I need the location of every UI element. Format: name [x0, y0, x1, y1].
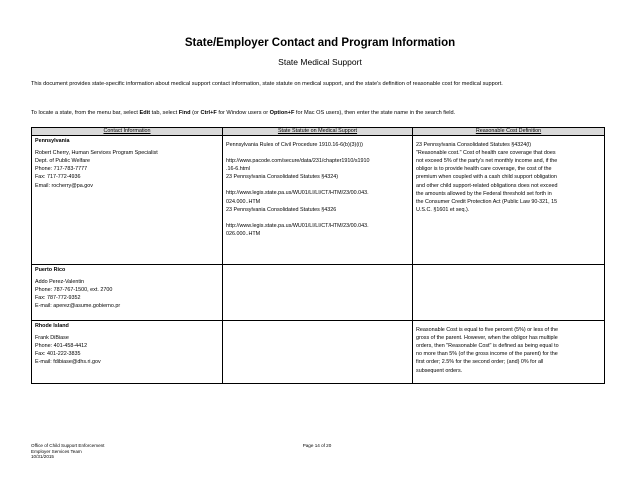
cost-cell: Reasonable Cost is equal to five percent (5%) or less of the gross of the parent. However, when the obligor has multiple orders, then "Reasonable Cost" is defined as being equal to no more than 5% (of the gross income of the parent) for the first order; 2.5% for the second order; (and) 0% for all subsequent orders. — [413, 320, 605, 383]
contact-cell: Pennsylvania Robert Cherry, Human Services Program Specialist Dept. of Public Welfare Phone: 717-783-7777 Fax: 717-772-4936 Email: rocherry@pa.gov — [32, 135, 223, 264]
table-row — [32, 264, 605, 320]
cost-cell — [413, 264, 605, 320]
page-title: State/Employer Contact and Program Information — [184, 37, 456, 49]
email-link[interactable]: E-mail: fdibiase@dhs.ri.gov — [35, 359, 101, 366]
email-link[interactable]: E-mail: aperez@asume.gobierno.pr — [35, 303, 121, 310]
intro-paragraph: This document provides state-specific information about medical support contact information, state statute on medical support, and the state's definition of reasonable cost for medical support. — [31, 81, 503, 87]
state-info-table — [31, 127, 605, 384]
locate-instructions: To locate a state, from the menu bar, select Edit tab, select Find (or Ctrl+F for Window users or Option+F for Mac OS users), then enter the state name in the search field. — [31, 110, 456, 116]
statute-cell — [223, 264, 413, 320]
contact-cell: Puerto Rico Addo Perez-Valentin Phone: 787-767-1500, ext. 2700 Fax: 787-772-9352 E-mail: aperez@asume.gobierno.pr — [32, 264, 223, 320]
contact-cell: Rhode Island Frank DiBiase Phone: 401-458-4412 Fax: 401-222-3835 E-mail: fdibiase@dhs.ri.gov — [32, 320, 223, 383]
find-keyword: Find — [178, 110, 191, 116]
table-row — [32, 135, 605, 264]
header-state-statute: State Statute on Medical Support — [223, 128, 413, 136]
page-number: Page 14 of 20 — [302, 443, 332, 448]
ctrl-f-keyword: Ctrl+F — [200, 110, 217, 116]
page-subtitle: State Medical Support — [278, 57, 362, 67]
footer-organization: Office of Child Support Enforcement Employer Services Team 10/31/2015 — [31, 443, 105, 460]
state-name: Rhode Island — [35, 322, 69, 329]
cost-cell: 23 Pennsylvania Consolidated Statutes §4324(l) "Reasonable cost." Cost of health care coverage that does not exceed 5% of the party's net monthly income and, if the obligor is to provide health care coverage, the cost of the premium when coupled with a cash child support obligation and other child support-related obligations does not exceed the amounts allowed by the Federal threshold set forth in the Consumer Credit Protection Act (Public Law 90-321, 15 U.S.C. §1601 et seq.). — [413, 135, 605, 264]
statute-cell: Pennsylvania Rules of Civil Procedure 1910.16-6(b)(3)(i)) http://www.pacode.com/secure/data/231/chapter1910/s1910 .16-6.html 23 Pennsylvania Consolidated Statutes §4324) http://www.legis.state.pa.us/WU01/LI/LI/CT/HTM/23/00.043. 024.000..HTM 23 Pennsylvania Consolidated Statutes §4326 http://www.legis.state.pa.us/WU01/LI/LI/CT/HTM/23/00.043. 026.000..HTM — [223, 135, 413, 264]
statute-cell — [223, 320, 413, 383]
edit-keyword: Edit — [139, 110, 151, 116]
statute-link[interactable]: http://www.pacode.com/secure/data/231/chapter1910/s1910 — [226, 157, 370, 164]
table-row — [32, 320, 605, 383]
state-name: Puerto Rico — [35, 266, 66, 273]
statute-link[interactable]: http://www.legis.state.pa.us/WU01/LI/LI/CT/HTM/23/00.043. — [226, 222, 369, 229]
email-link[interactable]: Email: rocherry@pa.gov — [35, 182, 93, 189]
footer-date: 10/31/2015 — [31, 454, 54, 460]
state-name: Pennsylvania — [35, 137, 70, 144]
option-f-keyword: Option+F — [269, 110, 295, 116]
statute-link[interactable]: http://www.legis.state.pa.us/WU01/LI/LI/CT/HTM/23/00.043. — [226, 190, 369, 197]
header-contact-information: Contact Information — [32, 128, 223, 136]
table-header-row — [32, 128, 605, 136]
header-reasonable-cost: Reasonable Cost Definition — [413, 128, 605, 136]
